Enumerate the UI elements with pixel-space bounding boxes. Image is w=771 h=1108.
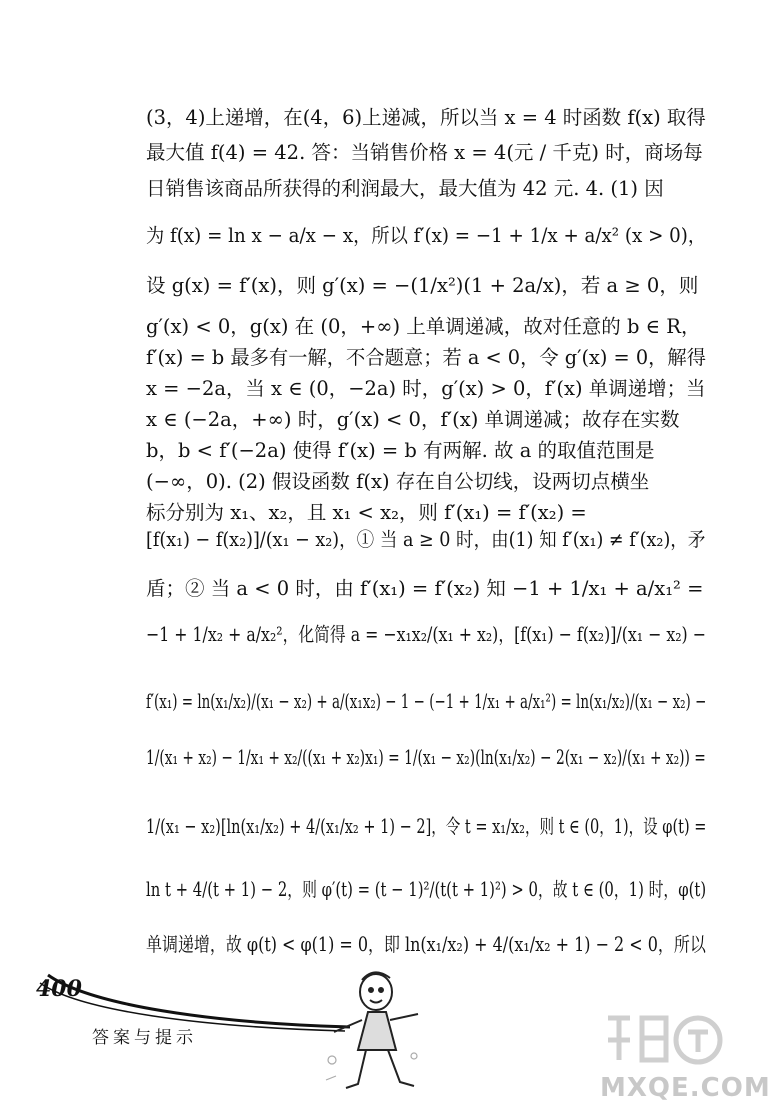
text-line: −1 + 1/x₂ + a/x₂²，化简得 a = −x₁x₂/(x₁ + x₂)，[f(x₁) − f(x₂)]/(x₁ − x₂) − [146,623,706,646]
text-line: g′(x) < 0，g(x) 在 (0，+∞) 上单调递减，故对任意的 b ∈ R， [146,315,701,338]
text-line: 单调递增，故 φ(t) < φ(1) = 0，即 ln(x₁/x₂) + 4/(x₁/x₂ + 1) − 2 < 0，所以 [146,933,706,956]
text-line: 1/(x₁ − x₂)[ln(x₁/x₂) + 4/(x₁/x₂ + 1) − 2]，令 t = x₁/x₂，则 t ∈ (0，1)，设 φ(t) = [146,815,707,838]
cartoon-figure-icon [318,960,428,1100]
text-line: 盾；② 当 a < 0 时，由 f′(x₁) = f′(x₂) 知 −1 + 1/x₁ + a/x₁² = [146,577,704,600]
text-line: x = −2a，当 x ∈ (0，−2a) 时，g′(x) > 0，f′(x) 单调递增；当 [146,377,706,400]
text-line: 日销售该商品所获得的利润最大，最大值为 42 元. 4. (1) 因 [146,177,664,200]
watermark-logo-icon [600,1010,730,1070]
text-line: f′(x) = b 最多有一解，不合题意；若 a < 0，令 g′(x) = 0，解得 [146,346,706,369]
text-line: 1/(x₁ + x₂) − 1/x₁ + x₂/((x₁ + x₂)x₁) = 1/(x₁ − x₂)(ln(x₁/x₂) − 2(x₁ − x₂)/(x₁ + x₂)) = [146,746,706,769]
text-line: [f(x₁) − f(x₂)]/(x₁ − x₂)，① 当 a ≥ 0 时，由(1) 知 f′(x₁) ≠ f′(x₂)，矛 [146,528,706,551]
text-line: 标分别为 x₁、x₂，且 x₁ < x₂，则 f′(x₁) = f′(x₂) = [146,501,587,524]
footer-label: 答案与提示 [92,1028,197,1048]
text-line: f′(x₁) = ln(x₁/x₂)/(x₁ − x₂) + a/(x₁x₂) − 1 − (−1 + 1/x₁ + a/x₁²) = ln(x₁/x₂)/(x₁ − x₂) − [146,690,707,713]
text-line: b，b < f′(−2a) 使得 f′(x) = b 有两解. 故 a 的取值范围是 [146,439,655,462]
text-line: 设 g(x) = f′(x)，则 g′(x) = −(1/x²)(1 + 2a/x)，若 a ≥ 0，则 [146,274,699,297]
text-line: (−∞，0). (2) 假设函数 f(x) 存在自公切线，设两切点横坐 [146,470,650,493]
text-line: x ∈ (−2a，+∞) 时，g′(x) < 0，f′(x) 单调递减；故存在实数 [146,408,680,431]
text-line: (3，4)上递增，在(4，6)上递减，所以当 x = 4 时函数 f(x) 取得 [146,106,706,129]
text-line: 最大值 f(4) = 42. 答：当销售价格 x = 4(元 / 千克) 时，商场每 [146,141,703,164]
watermark-text: MXQE.COM [600,1073,771,1103]
page-number: 400 [36,976,82,1002]
text-line: ln t + 4/(t + 1) − 2，则 φ′(t) = (t − 1)²/(t(t + 1)²) > 0，故 t ∈ (0，1) 时，φ(t) [146,878,707,901]
text-line: 为 f(x) = ln x − a/x − x，所以 f′(x) = −1 + 1/x + a/x² (x > 0)， [146,224,707,247]
